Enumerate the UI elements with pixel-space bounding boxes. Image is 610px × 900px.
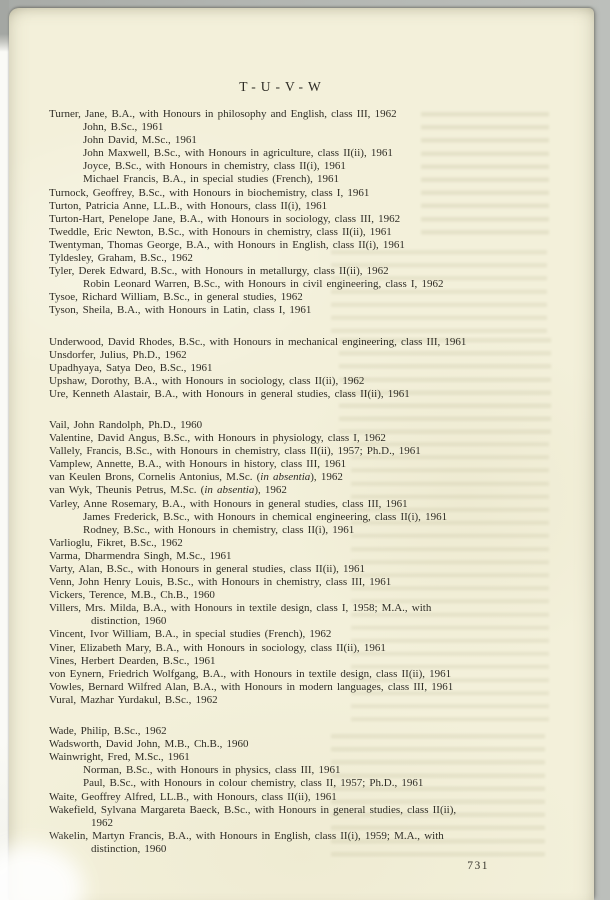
entry-line: Paul, B.Sc., with Honours in colour chemistry, class II, 1957; Ph.D., 1961 bbox=[83, 777, 424, 790]
entry-line: Vines, Herbert Dearden, B.Sc., 1961 bbox=[49, 654, 216, 667]
entry-line-continuation: 1962 bbox=[91, 816, 113, 829]
page-edge-left bbox=[0, 0, 9, 900]
entry-line-continuation: distinction, 1960 bbox=[91, 615, 167, 628]
entry-line: Robin Leonard Warren, B.Sc., with Honours in civil engineering, class I, 1962 bbox=[83, 278, 444, 291]
entry-line: Vincent, Ivor William, B.A., in special studies (French), 1962 bbox=[49, 628, 332, 641]
paper bbox=[9, 8, 594, 900]
entry-line: Turnock, Geoffrey, B.Sc., with Honours in biochemistry, class I, 1961 bbox=[49, 186, 370, 199]
entry-line: Venn, John Henry Louis, B.Sc., with Honours in chemistry, class III, 1961 bbox=[49, 576, 392, 589]
entry-line: Vamplew, Annette, B.A., with Honours in history, class III, 1961 bbox=[49, 458, 347, 471]
entry-line: Turton, Patricia Anne, LL.B., with Honours, class II(i), 1961 bbox=[49, 199, 328, 212]
entry-line: Vickers, Terence, M.B., Ch.B., 1960 bbox=[49, 589, 215, 602]
entry-line: Villers, Mrs. Milda, B.A., with Honours in textile design, class I, 1958; M.A., with bbox=[49, 602, 432, 615]
entry-line: Waite, Geoffrey Alfred, LL.B., with Honours, class II(ii), 1961 bbox=[49, 790, 337, 803]
entry-line: Wakelin, Martyn Francis, B.A., with Honours in English, class II(i), 1959; M.A., with bbox=[49, 829, 444, 842]
entry-line: Vail, John Randolph, Ph.D., 1960 bbox=[49, 418, 203, 431]
entry-line: von Eynern, Friedrich Wolfgang, B.A., with Honours in textile design, class II(ii), 1961 bbox=[49, 667, 452, 680]
letter-block-V bbox=[49, 419, 511, 707]
entry-line: Rodney, B.Sc., with Honours in chemistry, class II(i), 1961 bbox=[83, 523, 355, 536]
entry-line: Varma, Dharmendra Singh, M.Sc., 1961 bbox=[49, 549, 232, 562]
entry-line: Michael Francis, B.A., in special studies (French), 1961 bbox=[83, 173, 340, 186]
entry-line: Underwood, David Rhodes, B.Sc., with Honours in mechanical engineering, class III, 1961 bbox=[49, 335, 467, 348]
entry-line: Wakefield, Sylvana Margareta Baeck, B.Sc., with Honours in general studies, class II(ii), bbox=[49, 803, 457, 816]
entry-line: Upshaw, Dorothy, B.A., with Honours in sociology, class II(ii), 1962 bbox=[49, 374, 365, 387]
entry-line: Valentine, David Angus, B.Sc., with Honours in physiology, class I, 1962 bbox=[49, 432, 386, 445]
entry-line: Viner, Elizabeth Mary, B.A., with Honours in sociology, class II(ii), 1961 bbox=[49, 641, 386, 654]
entry-line: Wade, Philip, B.Sc., 1962 bbox=[49, 725, 167, 738]
entry-line: Wainwright, Fred, M.Sc., 1961 bbox=[49, 751, 190, 764]
entry-line: John, B.Sc., 1961 bbox=[83, 121, 164, 134]
entry-line: Unsdorfer, Julius, Ph.D., 1962 bbox=[49, 348, 187, 361]
entry-line: Tweddle, Eric Newton, B.Sc., with Honours in chemistry, class II(ii), 1961 bbox=[49, 225, 392, 238]
entry-line: Tyson, Sheila, B.A., with Honours in Latin, class I, 1961 bbox=[49, 304, 312, 317]
entry-line: John David, M.Sc., 1961 bbox=[83, 134, 197, 147]
entry-line: John Maxwell, B.Sc., with Honours in agriculture, class II(ii), 1961 bbox=[83, 147, 393, 160]
entry-line: Varlioglu, Fikret, B.Sc., 1962 bbox=[49, 536, 183, 549]
entry-line: Varty, Alan, B.Sc., with Honours in general studies, class II(ii), 1961 bbox=[49, 563, 366, 575]
entry-line: Tyldesley, Graham, B.Sc., 1962 bbox=[49, 252, 193, 265]
entry-line: Upadhyaya, Satya Deo, B.Sc., 1961 bbox=[49, 361, 213, 374]
entry-line: van Wyk, Theunis Petrus, M.Sc. (in absentia), 1962 bbox=[49, 484, 287, 497]
entry-line: Vallely, Francis, B.Sc., with Honours in chemistry, class II(ii), 1957; Ph.D., 1961 bbox=[49, 445, 421, 458]
page-content bbox=[49, 8, 511, 872]
entry-line: Twentyman, Thomas George, B.A., with Honours in English, class II(i), 1961 bbox=[49, 238, 405, 251]
entry-line: Ure, Kenneth Alastair, B.A., with Honours in general studies, class II(ii), 1961 bbox=[49, 387, 410, 400]
entry-line: Vural, Mazhar Yurdakul, B.Sc., 1962 bbox=[49, 693, 218, 706]
entry-line: Joyce, B.Sc., with Honours in chemistry, class II(i), 1961 bbox=[83, 160, 346, 173]
section-header: T-U-V-W bbox=[239, 79, 326, 94]
entry-line: Turner, Jane, B.A., with Honours in philosophy and English, class III, 1962 bbox=[49, 108, 397, 120]
page-number: 731 bbox=[467, 859, 489, 872]
entry-line: James Frederick, B.Sc., with Honours in chemical engineering, class II(i), 1961 bbox=[83, 510, 448, 523]
letter-block-U bbox=[49, 336, 511, 401]
entry-line: Tyler, Derek Edward, B.Sc., with Honours in metallurgy, class II(ii), 1962 bbox=[49, 265, 389, 278]
letter-block-W bbox=[49, 725, 511, 856]
entry-line: Vowles, Bernard Wilfred Alan, B.A., with Honours in modern languages, class III, 1961 bbox=[49, 680, 454, 693]
degree-list bbox=[49, 108, 511, 856]
entry-line: Varley, Anne Rosemary, B.A., with Honours in general studies, class III, 1961 bbox=[49, 497, 408, 510]
letter-block-T bbox=[49, 108, 511, 318]
entry-line: Norman, B.Sc., with Honours in physics, class III, 1961 bbox=[83, 764, 341, 777]
entry-line: van Keulen Brons, Cornelis Antonius, M.Sc. (in absentia), 1962 bbox=[49, 471, 343, 484]
entry-line: Wadsworth, David John, M.B., Ch.B., 1960 bbox=[49, 738, 249, 751]
entry-line: Tysoe, Richard William, B.Sc., in general studies, 1962 bbox=[49, 291, 303, 304]
entry-line-continuation: distinction, 1960 bbox=[91, 842, 167, 855]
entry-line: Turton-Hart, Penelope Jane, B.A., with Honours in sociology, class III, 1962 bbox=[49, 212, 401, 225]
